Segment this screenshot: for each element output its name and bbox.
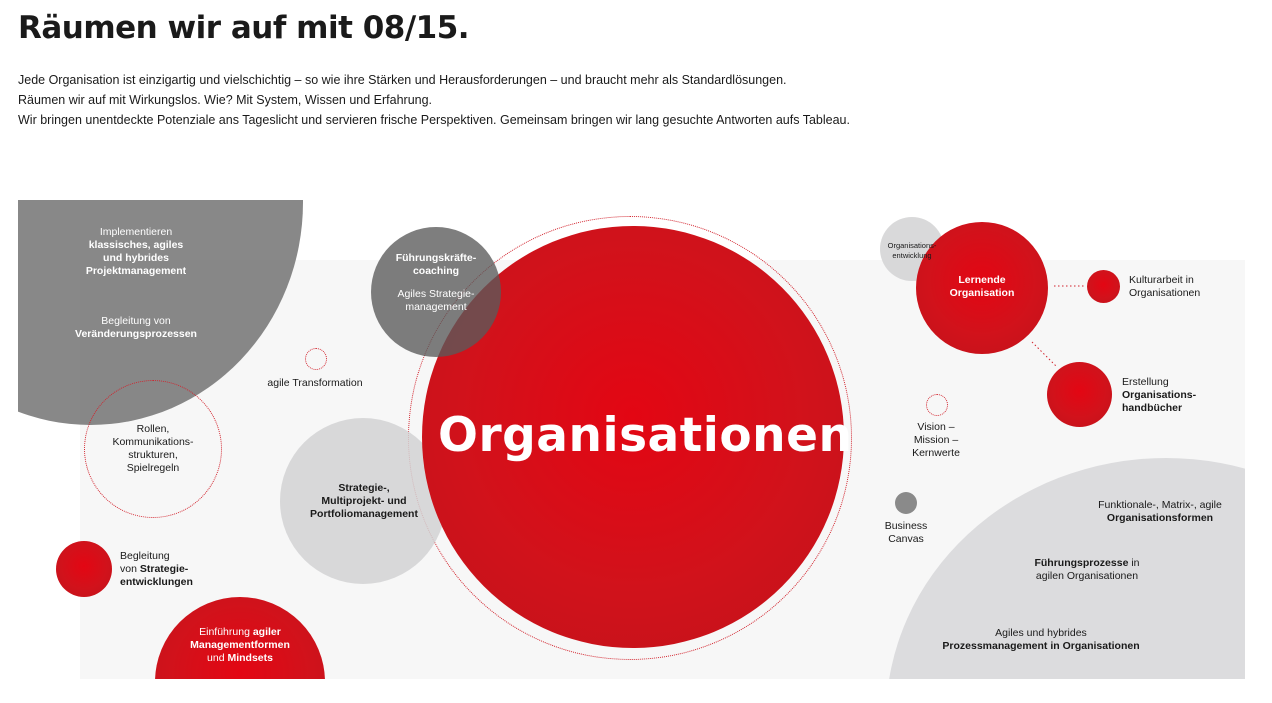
- page-title: Räumen wir auf mit 08/15.: [18, 10, 470, 46]
- connector-handbuecher: [1032, 342, 1056, 366]
- strategieentwicklung-label: Begleitung von Strategie- entwicklungen: [120, 550, 193, 588]
- intro-line-3: Wir bringen unentdeckte Potenziale ans Tageslicht und servieren frische Perspektiven. Gemeinsam bringen wir lang gesuchte Antworten aufs Tableau.: [18, 113, 850, 127]
- organisationen-label: Organisationen: [438, 408, 853, 463]
- organisationsformen-label: Funktionale-, Matrix-, agile Organisationsformen: [1098, 499, 1222, 524]
- lernende-organisation-label: Lernende Organisation: [949, 274, 1015, 299]
- intro-line-2: Räumen wir auf mit Wirkungslos. Wie? Mit System, Wissen und Erfahrung.: [18, 93, 433, 107]
- organisation-diagram: [18, 200, 1245, 679]
- agile-transformation-label: agile Transformation: [267, 377, 363, 389]
- orgentwicklung-label: Organisations- entwicklung: [887, 241, 937, 260]
- einfuehrung-label: Einführung agiler Managementformen und Mindsets: [190, 626, 290, 664]
- intro-line-1: Jede Organisation ist einzigartig und vielschichtig – so wie ihre Stärken und Herausforderungen – und braucht mehr als Standardlösungen.: [18, 73, 787, 87]
- prozessmanagement-label: Agiles und hybrides Prozessmanagement in Organisationen: [942, 627, 1140, 652]
- vision-label: Vision – Mission – Kernwerte: [912, 421, 960, 459]
- fuehrungsprozesse-label: Führungsprozesse in agilen Organisationen: [1034, 557, 1140, 582]
- business-canvas-label: Business Canvas: [884, 520, 928, 545]
- handbuecher-label: Erstellung Organisations- handbücher: [1122, 376, 1197, 414]
- veraenderung-label: Begleitung von Veränderungsprozessen: [75, 315, 197, 340]
- rollen-label: Rollen, Kommunikations- strukturen, Spielregeln: [112, 423, 194, 474]
- kulturarbeit-label: Kulturarbeit in Organisationen: [1129, 274, 1201, 299]
- projektmanagement-label: Implementieren klassisches, agiles und hybrides Projektmanagement: [85, 226, 187, 277]
- intro-text: [18, 70, 850, 130]
- fuehrungskraefte-label: Führungskräfte- coaching Agiles Strategie- management: [395, 252, 477, 313]
- strategie-multiprojekt-label: Strategie-, Multiprojekt- und Portfoliomanagement: [310, 482, 418, 520]
